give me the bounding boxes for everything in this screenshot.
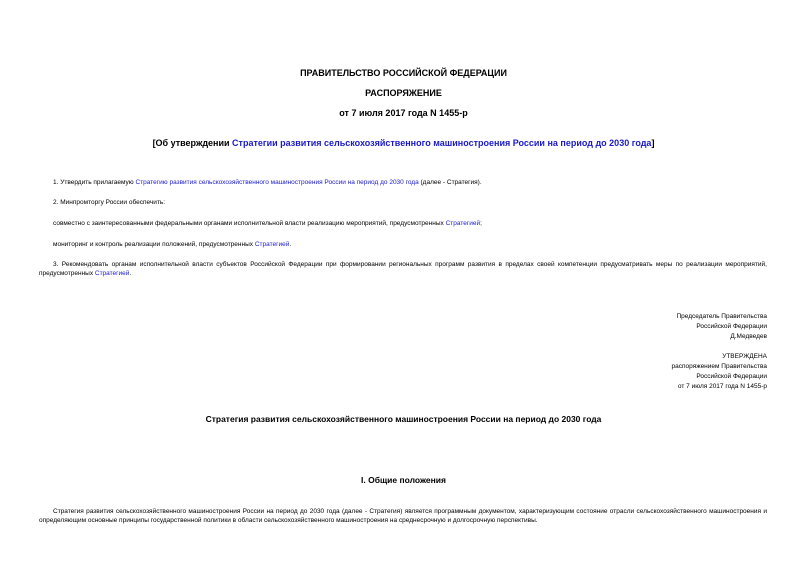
title-strategy-link[interactable]: Стратегии развития сельскохозяйственного машиностроения России на период до 2030 года xyxy=(232,138,652,148)
approval-line-3: Российской Федерации xyxy=(696,373,767,380)
approval-date: от 7 июля 2017 года N 1455-р xyxy=(677,383,767,390)
document-date-number: от 7 июля 2017 года N 1455-р xyxy=(339,108,468,118)
p1-text: 1. Утвердить прилагаемую xyxy=(53,179,136,186)
paragraph-2a xyxy=(39,219,767,228)
p1-tail: (далее - Стратегия). xyxy=(418,179,482,186)
p2a-tail: ; xyxy=(480,220,482,227)
p3-strategy-link[interactable]: Стратегией xyxy=(94,270,130,277)
section-body: Стратегия развития сельскохозяйственного машиностроения России на период до 2030 года (далее - Стратегия) является программным документом, характеризующим состояние отрасли сельскохозяйственного машиностроения и определяющим основные принципы государственной политики в области сельскохозяйственного машиностроения на среднесрочную и долгосрочную перспективы. xyxy=(39,508,767,524)
p2b-text: мониторинг и контроль реализации положений, предусмотренных xyxy=(53,241,255,248)
signature-position: Председатель Правительства xyxy=(676,313,767,320)
p1-strategy-link[interactable]: Стратегию развития сельскохозяйственного машиностроения России на период до 2030 года xyxy=(135,179,419,186)
paragraph-2: 2. Минпромторгу России обеспечить: xyxy=(53,199,166,206)
government-heading: ПРАВИТЕЛЬСТВО РОССИЙСКОЙ ФЕДЕРАЦИИ xyxy=(300,68,507,78)
p3-text: 3. Рекомендовать органам исполнительной власти субъектов Российской Федерации при формировании региональных программ развития в пределах своей компетенции предусматривать меры по реализации мероприятий, предусмотренных xyxy=(39,261,767,277)
p2a-text: совместно с заинтересованными федеральными органами исполнительной власти реализацию мероприятий, предусмотренных xyxy=(53,220,446,227)
section-heading: I. Общие положения xyxy=(361,475,446,485)
title-open: [Об утверждении xyxy=(152,138,233,148)
approval-block xyxy=(672,352,767,392)
title-close: ] xyxy=(651,138,655,148)
approval-line-2: распоряжением Правительства xyxy=(671,363,767,370)
signature-country: Российской Федерации xyxy=(696,323,767,330)
strategy-title: Стратегия развития сельскохозяйственного машиностроения России на период до 2030 года xyxy=(205,414,602,424)
p2a-strategy-link[interactable]: Стратегией xyxy=(445,220,481,227)
p3-tail: . xyxy=(129,270,132,277)
paragraph-1 xyxy=(39,178,767,187)
document-title xyxy=(0,138,807,148)
signature-name: Д.Медведев xyxy=(730,333,767,340)
p2b-tail: . xyxy=(289,241,292,248)
document-type: РАСПОРЯЖЕНИЕ xyxy=(365,88,442,98)
signature-block xyxy=(676,312,767,342)
paragraph-3 xyxy=(39,260,767,278)
paragraph-2b xyxy=(39,240,767,249)
approval-title: УТВЕРЖДЕНА xyxy=(722,353,767,360)
p2b-strategy-link[interactable]: Стратегией xyxy=(254,241,290,248)
